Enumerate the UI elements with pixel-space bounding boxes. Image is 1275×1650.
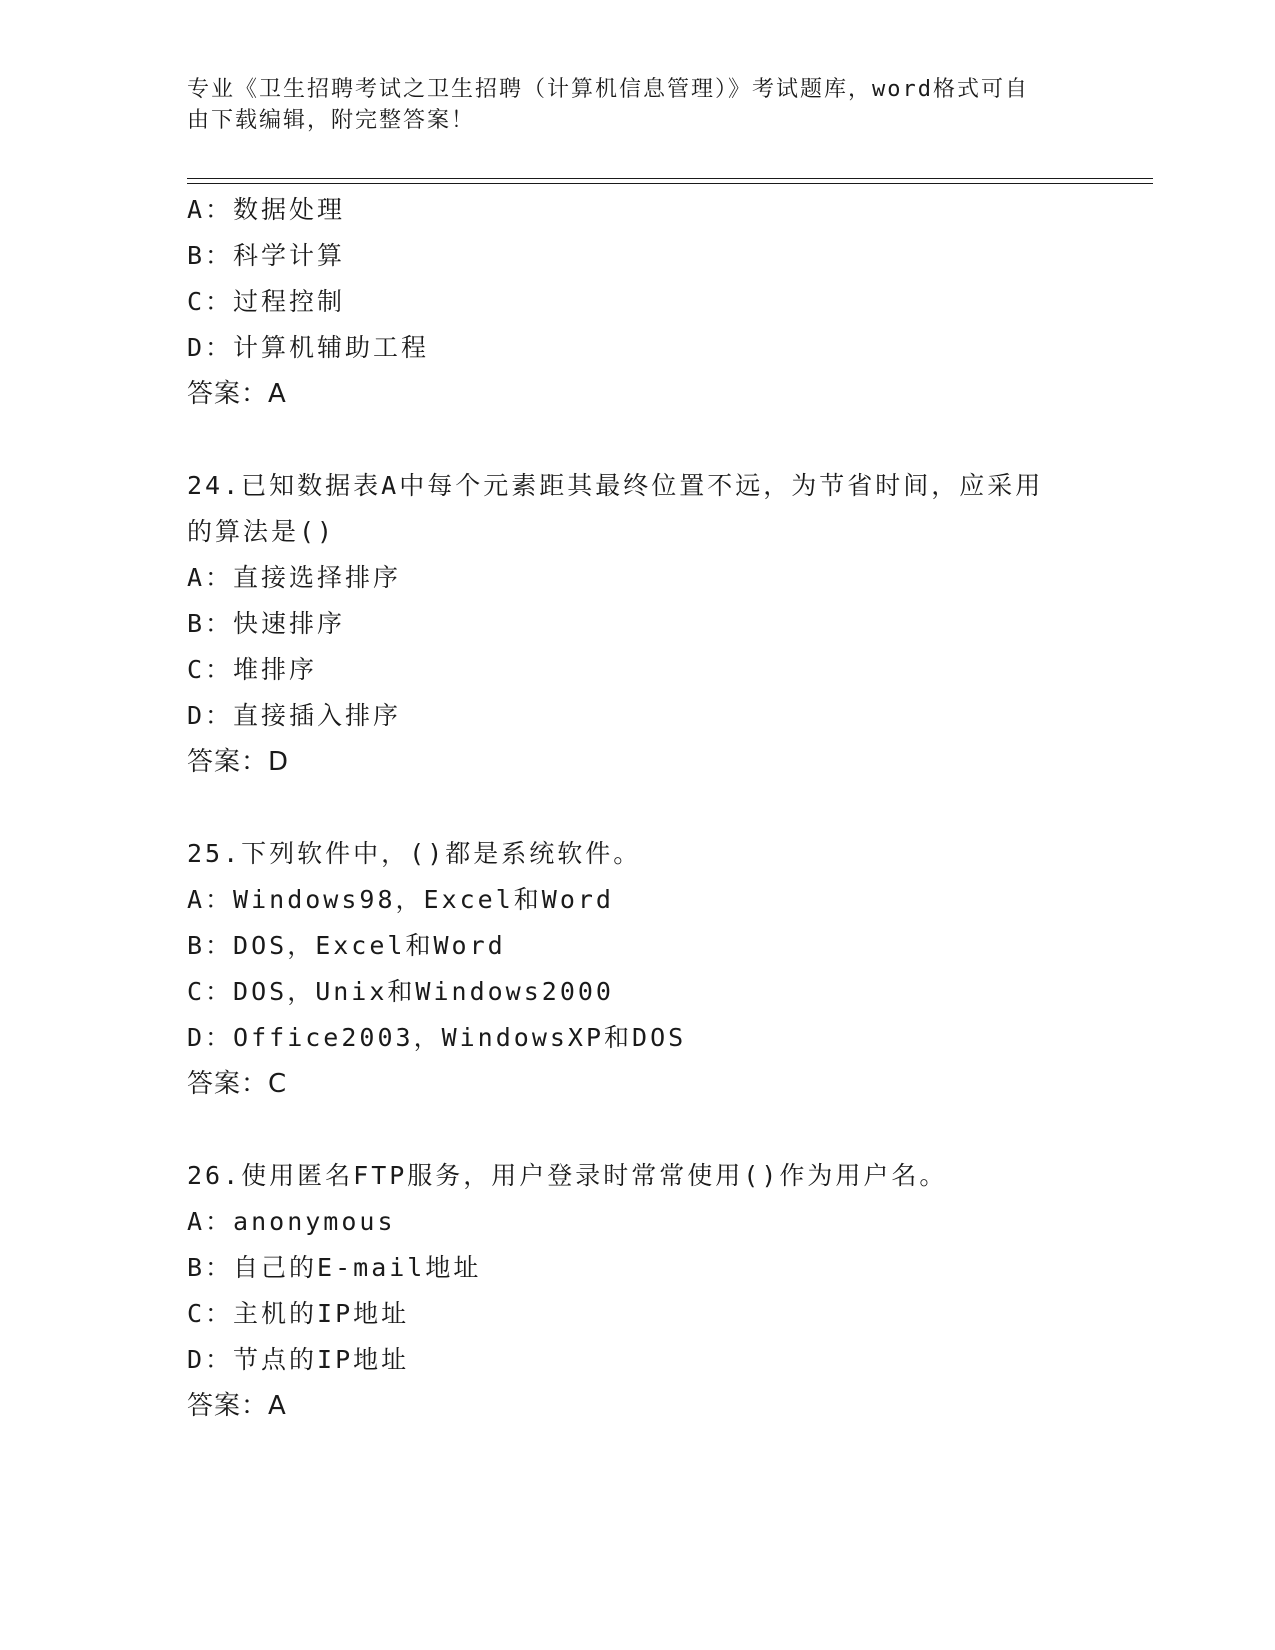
option-a: A：Windows98，Excel和Word: [187, 885, 614, 914]
header-divider-top: [187, 178, 1153, 179]
option-c: C：DOS，Unix和Windows2000: [187, 977, 614, 1006]
header-line-1: 专业《卫生招聘考试之卫生招聘（计算机信息管理）》考试题库，word格式可自: [187, 77, 1029, 102]
option-b: B：科学计算: [187, 241, 346, 270]
header-line-2: 由下载编辑，附完整答案！: [187, 108, 476, 133]
option-d: D：计算机辅助工程: [187, 333, 430, 362]
option-a: A：数据处理: [187, 195, 346, 224]
option-d: D：Office2003，WindowsXP和DOS: [187, 1023, 687, 1052]
option-c: C：过程控制: [187, 287, 346, 316]
spacer: [187, 785, 1087, 831]
question-block-26: [187, 1153, 1087, 1429]
option-c: C：主机的IP地址: [187, 1299, 410, 1328]
question-text-continued: 的算法是(): [187, 517, 336, 546]
answer: 答案：A: [187, 1391, 287, 1421]
answer: 答案：A: [187, 379, 287, 409]
option-b: B：快速排序: [187, 609, 346, 638]
question-block-25: [187, 831, 1087, 1107]
option-a: A：直接选择排序: [187, 563, 402, 592]
question-list: [187, 187, 1087, 1429]
answer: 答案：C: [187, 1069, 288, 1099]
option-c: C：堆排序: [187, 655, 318, 684]
question-block-23: [187, 187, 1087, 417]
question-text: 26.使用匿名FTP服务，用户登录时常常使用()作为用户名。: [187, 1161, 948, 1190]
option-d: D：节点的IP地址: [187, 1345, 410, 1374]
question-text: 24.已知数据表A中每个元素距其最终位置不远，为节省时间，应采用: [187, 471, 1044, 500]
answer: 答案：D: [187, 747, 290, 777]
option-b: B：自己的E-mail地址: [187, 1253, 482, 1282]
question-block-24: [187, 463, 1087, 785]
option-b: B：DOS，Excel和Word: [187, 931, 506, 960]
question-text: 25.下列软件中，()都是系统软件。: [187, 839, 642, 868]
spacer: [187, 1107, 1087, 1153]
document-header: [187, 74, 1067, 136]
header-divider-bottom: [187, 183, 1153, 184]
spacer: [187, 417, 1087, 463]
option-a: A：anonymous: [187, 1207, 396, 1236]
option-d: D：直接插入排序: [187, 701, 402, 730]
